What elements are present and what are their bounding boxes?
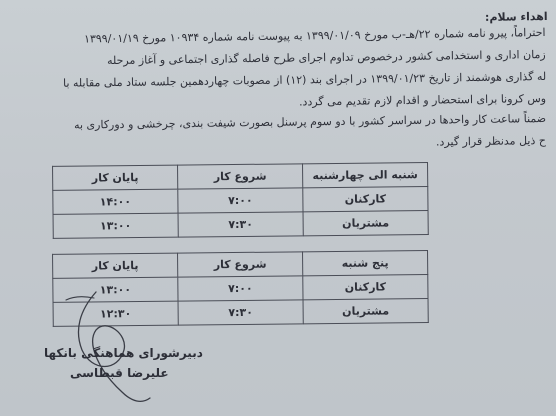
paragraph-line-2: زمان اداری و استخدامی کشور درخصوص تداوم اجرای طرح فاصله گذاری اجتماعی و آغاز مرحله [107,48,547,68]
row-start: ۷:۰۰ [178,276,303,301]
row-start: ۷:۳۰ [178,300,303,325]
header-start: شروع کار [178,164,303,189]
schedule-table-weekdays [52,162,429,239]
row-label: کارکنان [303,187,428,212]
row-start: ۷:۳۰ [178,212,303,237]
header-start: شروع کار [178,252,303,277]
signatory-name: علیرضا قبطاسی [70,366,169,380]
header-day: پنج شنبه [303,251,428,276]
paragraph-line-6: ح ذیل مدنظر قرار گیرد. [435,134,547,149]
paragraph-line-3: له گذاری هوشمند از تاریخ ۱۳۹۹/۰۱/۲۳ در اجرای بند (۱۲) از مصوبات چهاردهمین جلسه ستاد ملی مقابله با [62,70,547,90]
schedule-table-thursday [52,250,429,327]
paragraph-line-4: وس کرونا برای استحضار و اقدام لازم تقدیم می گردد. [298,92,547,109]
row-end: ۱۳:۰۰ [53,213,178,238]
header-day: شنبه الی چهارشنبه [303,163,428,188]
row-label: کارکنان [303,275,428,300]
salutation: اهداء سلام: [485,10,549,24]
table-row [53,299,428,327]
row-start: ۷:۰۰ [178,188,303,213]
row-label: مشتریان [303,299,428,324]
paragraph-line-1: احتراماً، پیرو نامه شماره ۲۲/هـ-ب مورخ ۱۳۹۹/۰۱/۰۹ به پیوست نامه شماره ۱۰۹۳۴ مورخ ۱۳۹۹/۰۱/۱۹ [84,26,547,46]
row-end: ۱۲:۳۰ [53,301,178,326]
signatory-title: دبیرشورای هماهنگی بانکها [44,346,203,360]
row-end: ۱۴:۰۰ [53,189,178,214]
header-end: پایان کار [53,253,178,278]
header-end: پایان کار [53,165,178,190]
row-label: مشتریان [303,211,428,236]
table-row [53,211,428,239]
row-end: ۱۳:۰۰ [53,277,178,302]
paragraph-line-5: ضمناً ساعت کار واحدها در سراسر کشور با دو سوم پرسنل بصورت شیفت بندی، چرخشی و دورکاری به [73,112,547,132]
